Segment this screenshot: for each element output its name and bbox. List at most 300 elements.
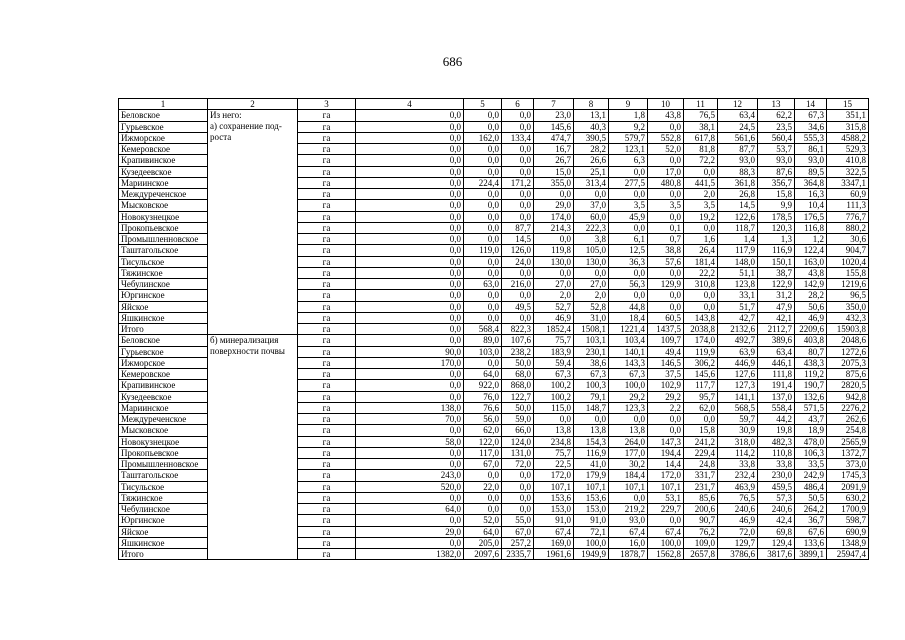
value-cell: 2276,2 xyxy=(827,402,869,413)
value-cell: 463,9 xyxy=(718,481,758,492)
value-cell: 0,0 xyxy=(356,301,464,312)
value-cell: 103,4 xyxy=(609,335,648,346)
unit-cell: га xyxy=(298,110,356,121)
value-cell: 155,8 xyxy=(827,267,869,278)
value-cell: 0,0 xyxy=(356,256,464,267)
value-cell: 598,7 xyxy=(827,515,869,526)
value-cell: 36,7 xyxy=(795,515,827,526)
value-cell: 492,7 xyxy=(718,335,758,346)
value-cell: 3,5 xyxy=(609,200,648,211)
value-cell: 2097,6 xyxy=(464,549,502,560)
value-cell: 389,6 xyxy=(758,335,795,346)
value-cell: 241,2 xyxy=(684,436,718,447)
unit-cell: га xyxy=(298,402,356,413)
value-cell: 529,3 xyxy=(827,144,869,155)
value-cell: 110,8 xyxy=(758,447,795,458)
value-cell: 0,0 xyxy=(464,166,502,177)
value-cell: 56,3 xyxy=(609,279,648,290)
value-cell: 63,4 xyxy=(758,346,795,357)
value-cell: 0,0 xyxy=(464,256,502,267)
value-cell: 2565,9 xyxy=(827,436,869,447)
value-cell: 0,0 xyxy=(574,267,609,278)
value-cell: 13,8 xyxy=(534,425,574,436)
value-cell: 0,0 xyxy=(609,222,648,233)
value-cell: 183,9 xyxy=(534,346,574,357)
district-name: Яшкинское xyxy=(119,312,208,323)
value-cell: 75,7 xyxy=(534,335,574,346)
value-cell: 67,3 xyxy=(574,369,609,380)
value-cell: 0,0 xyxy=(356,324,464,335)
value-cell: 1961,6 xyxy=(534,549,574,560)
unit-cell: га xyxy=(298,335,356,346)
value-cell: 93,0 xyxy=(609,515,648,526)
value-cell: 355,0 xyxy=(534,177,574,188)
value-cell: 331,7 xyxy=(684,470,718,481)
value-cell: 214,3 xyxy=(534,222,574,233)
value-cell: 0,0 xyxy=(464,267,502,278)
column-number-4: 4 xyxy=(356,99,464,110)
district-name: Промышленновское xyxy=(119,234,208,245)
value-cell: 143,3 xyxy=(609,357,648,368)
value-cell: 103,0 xyxy=(464,346,502,357)
value-cell: 0,0 xyxy=(534,234,574,245)
district-name: Тисульское xyxy=(119,481,208,492)
value-cell: 12,5 xyxy=(609,245,648,256)
value-cell: 89,0 xyxy=(464,335,502,346)
value-cell: 0,0 xyxy=(356,380,464,391)
value-cell: 0,0 xyxy=(648,267,684,278)
value-cell: 93,0 xyxy=(758,155,795,166)
value-cell: 123,8 xyxy=(718,279,758,290)
value-cell: 153,6 xyxy=(534,492,574,503)
value-cell: 262,6 xyxy=(827,414,869,425)
value-cell: 14,5 xyxy=(502,234,534,245)
value-cell: 922,0 xyxy=(464,380,502,391)
value-cell: 230,1 xyxy=(574,346,609,357)
value-cell: 219,2 xyxy=(609,504,648,515)
value-cell: 56,0 xyxy=(464,414,502,425)
value-cell: 16,0 xyxy=(609,537,648,548)
value-cell: 441,5 xyxy=(684,177,718,188)
value-cell: 1745,3 xyxy=(827,470,869,481)
value-cell: 76,5 xyxy=(684,110,718,121)
district-name: Чебулинское xyxy=(119,504,208,515)
value-cell: 148,0 xyxy=(718,256,758,267)
value-cell: 4588,2 xyxy=(827,132,869,143)
value-cell: 277,5 xyxy=(609,177,648,188)
value-cell: 480,8 xyxy=(648,177,684,188)
unit-cell: га xyxy=(298,425,356,436)
value-cell: 0,0 xyxy=(648,211,684,222)
value-cell: 87,7 xyxy=(718,144,758,155)
value-cell: 55,0 xyxy=(502,515,534,526)
value-cell: 403,8 xyxy=(795,335,827,346)
district-name: Тяжинское xyxy=(119,492,208,503)
value-cell: 0,0 xyxy=(356,132,464,143)
value-cell: 93,0 xyxy=(718,155,758,166)
value-cell: 306,2 xyxy=(684,357,718,368)
value-cell: 42,4 xyxy=(758,515,795,526)
value-cell: 0,0 xyxy=(464,121,502,132)
value-cell: 0,0 xyxy=(356,279,464,290)
unit-cell: га xyxy=(298,166,356,177)
unit-cell: га xyxy=(298,357,356,368)
value-cell: 30,2 xyxy=(609,459,648,470)
table-row xyxy=(119,335,869,346)
value-cell: 2075,3 xyxy=(827,357,869,368)
value-cell: 0,0 xyxy=(502,200,534,211)
value-cell: 81,8 xyxy=(684,144,718,155)
district-name: Яйское xyxy=(119,526,208,537)
value-cell: 38,7 xyxy=(758,267,795,278)
value-cell: 25947,4 xyxy=(827,549,869,560)
value-cell: 119,2 xyxy=(795,369,827,380)
value-cell: 120,3 xyxy=(758,222,795,233)
value-cell: 170,0 xyxy=(356,357,464,368)
value-cell: 122,0 xyxy=(464,436,502,447)
value-cell: 95,7 xyxy=(684,391,718,402)
value-cell: 0,0 xyxy=(356,234,464,245)
value-cell: 0,0 xyxy=(464,301,502,312)
value-cell: 87,7 xyxy=(502,222,534,233)
value-cell: 17,0 xyxy=(648,166,684,177)
value-cell: 60,0 xyxy=(574,211,609,222)
value-cell: 130,0 xyxy=(574,256,609,267)
value-cell: 234,8 xyxy=(534,436,574,447)
value-cell: 0,0 xyxy=(502,189,534,200)
district-name: Юргинское xyxy=(119,515,208,526)
unit-cell: га xyxy=(298,380,356,391)
value-cell: 15,0 xyxy=(534,166,574,177)
value-cell: 33,8 xyxy=(758,459,795,470)
value-cell: 148,7 xyxy=(574,402,609,413)
value-cell: 38,6 xyxy=(574,357,609,368)
value-cell: 123,3 xyxy=(609,402,648,413)
value-cell: 30,9 xyxy=(718,425,758,436)
value-cell: 3,5 xyxy=(648,200,684,211)
unit-cell: га xyxy=(298,481,356,492)
value-cell: 200,6 xyxy=(684,504,718,515)
value-cell: 0,0 xyxy=(464,189,502,200)
value-cell: 171,2 xyxy=(502,177,534,188)
value-cell: 257,2 xyxy=(502,537,534,548)
unit-cell: га xyxy=(298,200,356,211)
value-cell: 9,2 xyxy=(609,121,648,132)
value-cell: 0,0 xyxy=(464,200,502,211)
value-cell: 0,0 xyxy=(356,425,464,436)
value-cell: 318,0 xyxy=(718,436,758,447)
value-cell: 38,1 xyxy=(684,121,718,132)
value-cell: 31,2 xyxy=(758,290,795,301)
value-cell: 322,5 xyxy=(827,166,869,177)
value-cell: 1,8 xyxy=(609,110,648,121)
value-cell: 0,0 xyxy=(648,515,684,526)
value-cell: 224,4 xyxy=(464,177,502,188)
value-cell: 50,0 xyxy=(502,357,534,368)
value-cell: 141,1 xyxy=(718,391,758,402)
value-cell: 0,0 xyxy=(684,222,718,233)
district-name: Кузедеевское xyxy=(119,166,208,177)
value-cell: 558,4 xyxy=(758,402,795,413)
value-cell: 0,0 xyxy=(609,189,648,200)
value-cell: 351,1 xyxy=(827,110,869,121)
value-cell: 100,3 xyxy=(574,380,609,391)
value-cell: 118,7 xyxy=(718,222,758,233)
column-number-2: 2 xyxy=(208,99,298,110)
value-cell: 72,2 xyxy=(684,155,718,166)
value-cell: 172,0 xyxy=(648,470,684,481)
value-cell: 0,0 xyxy=(684,414,718,425)
value-cell: 59,0 xyxy=(502,414,534,425)
value-cell: 0,0 xyxy=(464,155,502,166)
value-cell: 0,0 xyxy=(464,312,502,323)
value-cell: 114,2 xyxy=(718,447,758,458)
header-row xyxy=(119,99,869,110)
value-cell: 41,0 xyxy=(574,459,609,470)
value-cell: 243,0 xyxy=(356,470,464,481)
value-cell: 350,0 xyxy=(827,301,869,312)
value-cell: 122,6 xyxy=(718,211,758,222)
value-cell: 0,0 xyxy=(574,189,609,200)
value-cell: 0,0 xyxy=(356,200,464,211)
value-cell: 132,6 xyxy=(795,391,827,402)
value-cell: 80,7 xyxy=(795,346,827,357)
value-cell: 66,0 xyxy=(502,425,534,436)
value-cell: 59,7 xyxy=(718,414,758,425)
value-cell: 561,6 xyxy=(718,132,758,143)
value-cell: 18,4 xyxy=(609,312,648,323)
district-name: Междуреченское xyxy=(119,414,208,425)
value-cell: 26,8 xyxy=(718,189,758,200)
value-cell: 0,0 xyxy=(356,245,464,256)
value-cell: 191,4 xyxy=(758,380,795,391)
value-cell: 1,3 xyxy=(758,234,795,245)
value-cell: 568,5 xyxy=(718,402,758,413)
unit-cell: га xyxy=(298,301,356,312)
district-name: Гурьевское xyxy=(119,346,208,357)
value-cell: 26,6 xyxy=(574,155,609,166)
value-cell: 49,5 xyxy=(502,301,534,312)
unit-cell: га xyxy=(298,245,356,256)
value-cell: 76,0 xyxy=(464,391,502,402)
value-cell: 145,6 xyxy=(534,121,574,132)
value-cell: 1878,7 xyxy=(609,549,648,560)
value-cell: 138,0 xyxy=(356,402,464,413)
column-number-10: 10 xyxy=(648,99,684,110)
value-cell: 6,3 xyxy=(609,155,648,166)
value-cell: 131,0 xyxy=(502,447,534,458)
value-cell: 0,0 xyxy=(464,290,502,301)
value-cell: 176,5 xyxy=(795,211,827,222)
value-cell: 119,9 xyxy=(684,346,718,357)
column-number-5: 5 xyxy=(464,99,502,110)
value-cell: 33,8 xyxy=(718,459,758,470)
value-cell: 6,1 xyxy=(609,234,648,245)
value-cell: 18,9 xyxy=(795,425,827,436)
value-cell: 64,0 xyxy=(356,504,464,515)
unit-cell: га xyxy=(298,492,356,503)
value-cell: 2,0 xyxy=(574,290,609,301)
district-name: Новокузнецкое xyxy=(119,436,208,447)
value-cell: 90,0 xyxy=(356,346,464,357)
value-cell: 169,0 xyxy=(534,537,574,548)
value-cell: 100,2 xyxy=(534,391,574,402)
column-number-6: 6 xyxy=(502,99,534,110)
district-name: Кемеровское xyxy=(119,144,208,155)
value-cell: 13,8 xyxy=(574,425,609,436)
column-number-3: 3 xyxy=(298,99,356,110)
value-cell: 29,2 xyxy=(648,391,684,402)
value-cell: 1382,0 xyxy=(356,549,464,560)
value-cell: 0,0 xyxy=(356,155,464,166)
value-cell: 129,7 xyxy=(718,537,758,548)
value-cell: 50,0 xyxy=(502,402,534,413)
value-cell: 107,6 xyxy=(502,335,534,346)
value-cell: 38,8 xyxy=(648,245,684,256)
value-cell: 1219,6 xyxy=(827,279,869,290)
value-cell: 0,0 xyxy=(534,189,574,200)
value-cell: 46,9 xyxy=(718,515,758,526)
value-cell: 0,0 xyxy=(502,155,534,166)
value-cell: 16,7 xyxy=(534,144,574,155)
value-cell: 85,6 xyxy=(684,492,718,503)
value-cell: 100,0 xyxy=(574,537,609,548)
value-cell: 107,1 xyxy=(648,481,684,492)
value-cell: 75,7 xyxy=(534,447,574,458)
value-cell: 51,7 xyxy=(718,301,758,312)
value-cell: 67,0 xyxy=(464,459,502,470)
value-cell: 15,8 xyxy=(684,425,718,436)
column-number-15: 15 xyxy=(827,99,869,110)
page-number: 686 xyxy=(442,54,463,69)
value-cell: 0,0 xyxy=(356,391,464,402)
district-name: Прокопьевское xyxy=(119,222,208,233)
value-cell: 107,1 xyxy=(534,481,574,492)
value-cell: 264,0 xyxy=(609,436,648,447)
district-name: Беловское xyxy=(119,335,208,346)
value-cell: 116,9 xyxy=(758,245,795,256)
unit-cell: га xyxy=(298,470,356,481)
value-cell: 0,0 xyxy=(534,414,574,425)
value-cell: 72,0 xyxy=(718,526,758,537)
value-cell: 57,6 xyxy=(648,256,684,267)
value-cell: 63,4 xyxy=(718,110,758,121)
value-cell: 51,1 xyxy=(718,267,758,278)
unit-cell: га xyxy=(298,222,356,233)
column-number-7: 7 xyxy=(534,99,574,110)
value-cell: 0,0 xyxy=(648,155,684,166)
district-name: Юргинское xyxy=(119,290,208,301)
unit-cell: га xyxy=(298,290,356,301)
value-cell: 126,0 xyxy=(502,245,534,256)
value-cell: 822,3 xyxy=(502,324,534,335)
value-cell: 2038,8 xyxy=(684,324,718,335)
value-cell: 0,0 xyxy=(684,166,718,177)
unit-cell: га xyxy=(298,324,356,335)
unit-cell: га xyxy=(298,132,356,143)
value-cell: 10,4 xyxy=(795,200,827,211)
value-cell: 109,0 xyxy=(684,537,718,548)
value-cell: 1020,4 xyxy=(827,256,869,267)
value-cell: 179,9 xyxy=(574,470,609,481)
value-cell: 31,0 xyxy=(574,312,609,323)
value-cell: 0,0 xyxy=(464,357,502,368)
district-name: Итого xyxy=(119,549,208,560)
value-cell: 0,0 xyxy=(502,267,534,278)
district-name: Таштагольское xyxy=(119,470,208,481)
district-name: Ижморское xyxy=(119,357,208,368)
value-cell: 86,1 xyxy=(795,144,827,155)
column-number-13: 13 xyxy=(758,99,795,110)
value-cell: 1221,4 xyxy=(609,324,648,335)
value-cell: 47,9 xyxy=(758,301,795,312)
value-cell: 153,0 xyxy=(574,504,609,515)
column-number-9: 9 xyxy=(609,99,648,110)
value-cell: 242,9 xyxy=(795,470,827,481)
value-cell: 42,7 xyxy=(718,312,758,323)
value-cell: 67,4 xyxy=(648,526,684,537)
value-cell: 0,0 xyxy=(356,369,464,380)
value-cell: 230,0 xyxy=(758,470,795,481)
value-cell: 0,0 xyxy=(356,211,464,222)
value-cell: 72,0 xyxy=(502,459,534,470)
value-cell: 222,3 xyxy=(574,222,609,233)
value-cell: 172,0 xyxy=(534,470,574,481)
value-cell: 67,3 xyxy=(795,110,827,121)
value-cell: 30,6 xyxy=(827,234,869,245)
value-cell: 67,3 xyxy=(609,369,648,380)
value-cell: 76,2 xyxy=(684,526,718,537)
unit-cell: га xyxy=(298,177,356,188)
value-cell: 140,1 xyxy=(609,346,648,357)
column-number-8: 8 xyxy=(574,99,609,110)
value-cell: 90,7 xyxy=(684,515,718,526)
value-cell: 942,8 xyxy=(827,391,869,402)
value-cell: 122,9 xyxy=(758,279,795,290)
value-cell: 238,2 xyxy=(502,346,534,357)
value-cell: 0,0 xyxy=(648,301,684,312)
value-cell: 0,0 xyxy=(648,121,684,132)
value-cell: 364,8 xyxy=(795,177,827,188)
value-cell: 88,3 xyxy=(718,166,758,177)
value-cell: 67,4 xyxy=(534,526,574,537)
value-cell: 122,7 xyxy=(502,391,534,402)
value-cell: 0,0 xyxy=(648,189,684,200)
value-cell: 123,1 xyxy=(609,144,648,155)
value-cell: 153,0 xyxy=(534,504,574,515)
value-cell: 0,0 xyxy=(648,425,684,436)
value-cell: 0,0 xyxy=(356,110,464,121)
value-cell: 2,0 xyxy=(534,290,574,301)
value-cell: 28,2 xyxy=(795,290,827,301)
value-cell: 146,5 xyxy=(648,357,684,368)
value-cell: 2820,5 xyxy=(827,380,869,391)
value-cell: 14,5 xyxy=(718,200,758,211)
unit-cell: га xyxy=(298,312,356,323)
value-cell: 109,7 xyxy=(648,335,684,346)
value-cell: 133,6 xyxy=(795,537,827,548)
unit-cell: га xyxy=(298,155,356,166)
value-cell: 178,5 xyxy=(758,211,795,222)
value-cell: 33,5 xyxy=(795,459,827,470)
value-cell: 904,7 xyxy=(827,245,869,256)
value-cell: 0,0 xyxy=(356,492,464,503)
value-cell: 174,0 xyxy=(684,335,718,346)
value-cell: 91,0 xyxy=(534,515,574,526)
value-cell: 24,0 xyxy=(502,256,534,267)
value-cell: 33,1 xyxy=(718,290,758,301)
group-label: б) минерализация поверхности почвы xyxy=(208,335,298,560)
